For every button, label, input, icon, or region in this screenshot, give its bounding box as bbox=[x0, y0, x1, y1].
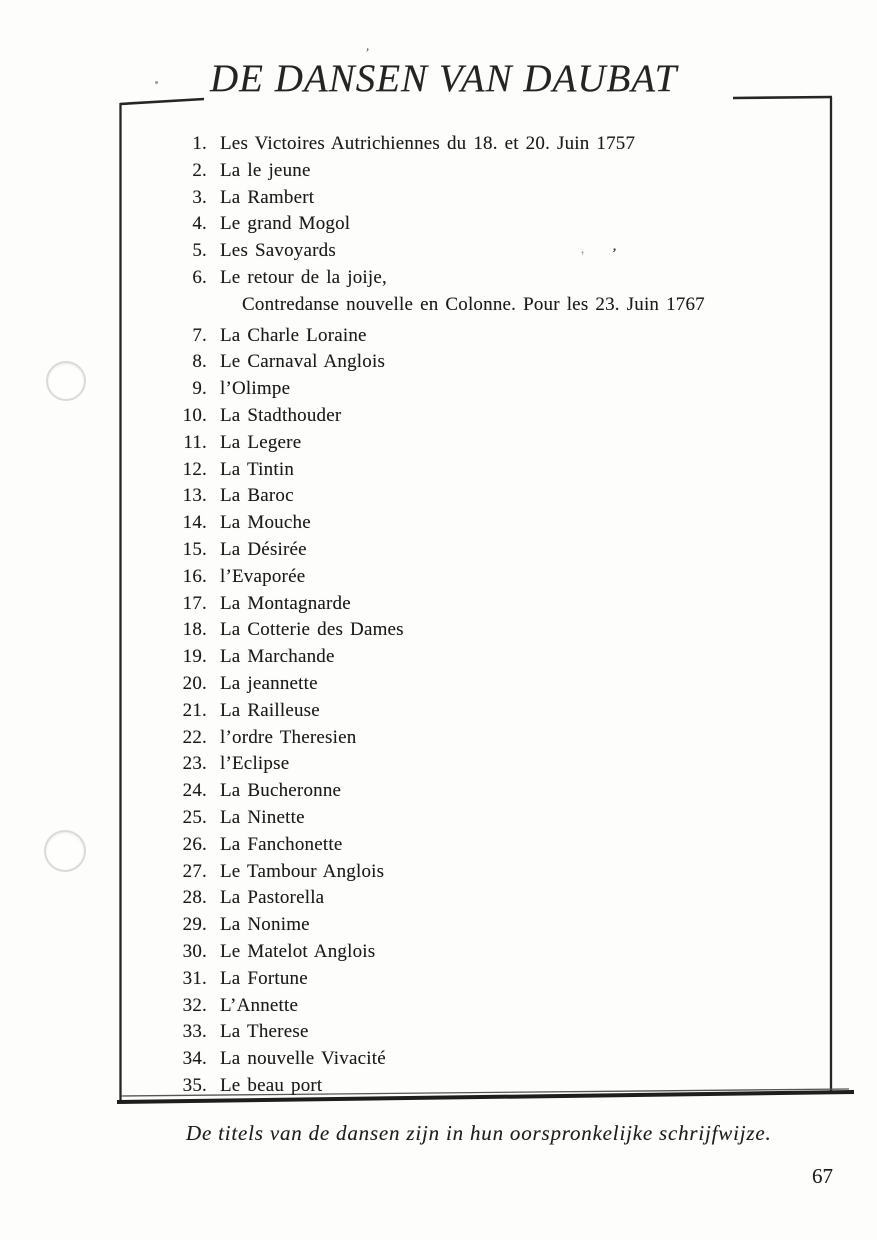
scan-artifact-item6-a: ’ bbox=[579, 247, 588, 264]
page-title: DE DANSEN VAN DAUBAT bbox=[210, 57, 678, 100]
list-item bbox=[160, 403, 820, 430]
list-item-number: 27. bbox=[182, 860, 207, 882]
list-item-title: La Therese bbox=[220, 1021, 309, 1043]
list-item-title: Le Matelot Anglois bbox=[220, 940, 376, 962]
list-item-title: La Legere bbox=[220, 431, 302, 453]
list-item bbox=[160, 158, 820, 185]
list-item bbox=[160, 939, 820, 966]
list-item-number: 31. bbox=[182, 967, 207, 989]
list-item-number: 3. bbox=[192, 186, 207, 208]
list-item-title: La Rambert bbox=[220, 186, 315, 208]
list-item bbox=[160, 725, 820, 752]
list-item-title: La Nonime bbox=[220, 914, 310, 936]
scan-speck bbox=[155, 81, 158, 84]
list-item bbox=[160, 617, 820, 644]
list-item-number: 35. bbox=[182, 1074, 207, 1096]
list-item-number: 30. bbox=[182, 940, 207, 962]
list-item-number: 12. bbox=[182, 458, 207, 480]
list-item bbox=[160, 671, 820, 698]
list-item-title: l’Eclipse bbox=[220, 753, 290, 775]
list-item bbox=[160, 457, 820, 484]
list-item-title: La Mouche bbox=[220, 512, 311, 534]
list-item-number: 19. bbox=[182, 646, 207, 668]
list-item-title: Le grand Mogol bbox=[220, 213, 351, 235]
list-item bbox=[160, 238, 820, 265]
list-item-number: 34. bbox=[182, 1048, 207, 1070]
list-item bbox=[160, 185, 820, 212]
list-item bbox=[160, 644, 820, 671]
list-item-title: Les Savoyards bbox=[220, 240, 336, 262]
list-item-title: La Pastorella bbox=[220, 887, 325, 909]
scan-artifact-title-tick: ’ bbox=[363, 44, 371, 61]
list-item-title: La Tintin bbox=[220, 458, 295, 480]
list-item-number: 11. bbox=[183, 431, 207, 453]
list-item-title: La Railleuse bbox=[220, 699, 320, 721]
list-item-number: 33. bbox=[182, 1021, 207, 1043]
list-item bbox=[160, 483, 820, 510]
list-item-title: La Cotterie des Dames bbox=[220, 619, 404, 641]
list-item bbox=[160, 211, 820, 238]
list-item-title: La jeannette bbox=[220, 672, 318, 694]
list-item-number: 6. bbox=[192, 266, 207, 288]
list-item-title: l’Evaporée bbox=[220, 565, 306, 587]
list-item bbox=[160, 698, 820, 725]
list-item-number: 1. bbox=[192, 133, 207, 154]
list-item-number: 13. bbox=[182, 485, 207, 507]
list-item-title: La Stadthouder bbox=[220, 404, 342, 426]
list-item-title: La Bucheronne bbox=[220, 780, 342, 802]
list-item bbox=[160, 778, 820, 805]
list-item bbox=[160, 805, 820, 832]
list-item bbox=[160, 859, 820, 886]
list-item-title: La Fortune bbox=[220, 967, 308, 989]
hole-punch-bottom bbox=[44, 830, 86, 872]
list-item-number: 26. bbox=[182, 833, 207, 855]
list-item-number: 28. bbox=[182, 887, 207, 909]
hole-punch-top bbox=[46, 361, 86, 401]
list-item-title: Le Tambour Anglois bbox=[220, 860, 385, 882]
list-item bbox=[160, 966, 820, 993]
list-item bbox=[160, 885, 820, 912]
list-item-number: 15. bbox=[182, 538, 207, 560]
list-item-number: 17. bbox=[182, 592, 207, 614]
list-item-number: 20. bbox=[182, 672, 207, 694]
list-item-number: 22. bbox=[182, 726, 207, 748]
list-item-number: 4. bbox=[192, 213, 207, 235]
list-item-number: 2. bbox=[192, 159, 207, 181]
list-item-number: 32. bbox=[182, 994, 207, 1016]
list-item-title: Le Carnaval Anglois bbox=[220, 351, 386, 373]
list-item bbox=[160, 993, 820, 1020]
list-item bbox=[160, 912, 820, 939]
list-item-number: 16. bbox=[182, 565, 207, 587]
list-item bbox=[160, 510, 820, 537]
scan-artifact-item6-b: ’ bbox=[611, 244, 618, 261]
list-item bbox=[160, 349, 820, 376]
list-item bbox=[160, 832, 820, 859]
list-item-title: La Baroc bbox=[220, 485, 294, 507]
list-item bbox=[160, 1073, 820, 1100]
dance-list bbox=[160, 131, 820, 1100]
list-item-subtitle: Contredanse nouvelle en Colonne. Pour les 23. Juin 1767 bbox=[242, 293, 705, 315]
list-item-title: La Charle Loraine bbox=[220, 324, 367, 346]
list-item-title: La le jeune bbox=[220, 159, 311, 181]
list-item bbox=[160, 564, 820, 591]
list-item bbox=[160, 131, 820, 158]
list-item-title: Le beau port bbox=[220, 1074, 323, 1096]
list-item bbox=[160, 751, 820, 778]
list-item-number: 5. bbox=[192, 240, 207, 262]
list-item-number: 10. bbox=[182, 404, 207, 426]
list-item-title: La Désirée bbox=[220, 538, 307, 560]
list-item-title: La Ninette bbox=[220, 806, 305, 828]
list-item-title: La Montagnarde bbox=[220, 592, 351, 614]
list-item-number: 14. bbox=[182, 512, 207, 534]
list-item-title: Les Victoires Autrichiennes du 18. et 20. Juin 1757 bbox=[220, 133, 636, 154]
list-item bbox=[160, 323, 820, 350]
list-item bbox=[160, 376, 820, 403]
page-number: 67 bbox=[812, 1164, 833, 1188]
list-item-title: La nouvelle Vivacité bbox=[220, 1048, 386, 1070]
list-item bbox=[160, 591, 820, 618]
list-item bbox=[160, 1046, 820, 1073]
list-item-number: 9. bbox=[192, 378, 207, 400]
list-item-number: 21. bbox=[182, 699, 207, 721]
list-item-number: 24. bbox=[182, 780, 207, 802]
list-item bbox=[160, 430, 820, 457]
list-item-title: Le retour de la joije, Contredanse nouvelle en Colonne. Pour les 23. Juin 1767 bbox=[220, 265, 705, 319]
list-item-number: 23. bbox=[182, 753, 207, 775]
list-item-title: l’Olimpe bbox=[220, 378, 291, 400]
list-item-number: 18. bbox=[182, 619, 207, 641]
list-item bbox=[160, 1019, 820, 1046]
list-item-number: 7. bbox=[192, 324, 207, 346]
list-item-title: La Fanchonette bbox=[220, 833, 343, 855]
footer-note: De titels van de dansen zijn in hun oorspronkelijke schrijfwijze. bbox=[186, 1121, 772, 1145]
list-item-title: La Marchande bbox=[220, 646, 335, 668]
list-item bbox=[160, 265, 820, 319]
list-item bbox=[160, 537, 820, 564]
list-item-number: 8. bbox=[192, 351, 207, 373]
list-item-title: l’ordre Theresien bbox=[220, 726, 357, 748]
list-item-number: 29. bbox=[182, 914, 207, 936]
list-item-title: L’Annette bbox=[220, 994, 299, 1016]
list-item-number: 25. bbox=[182, 806, 207, 828]
